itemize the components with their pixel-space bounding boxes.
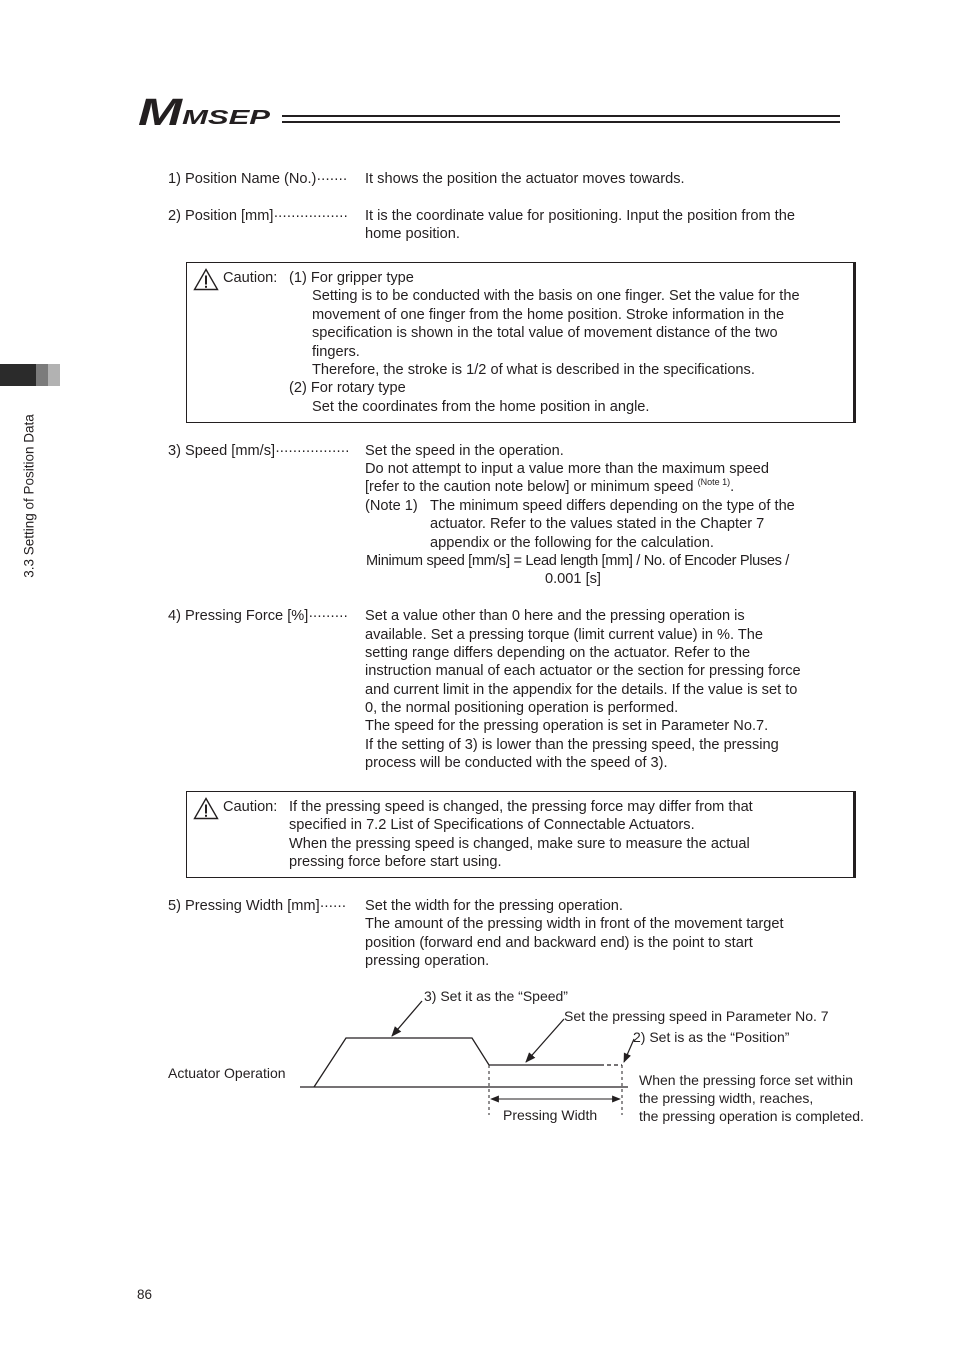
min-speed-formula-cont: 0.001 [s] — [545, 571, 601, 587]
caution-gripper-heading: (1) For gripper type — [289, 270, 414, 286]
caution-text-line: Set the coordinates from the home position in angle. — [312, 399, 650, 415]
svg-text:MSEP: MSEP — [182, 107, 272, 129]
pressing-force-desc-line: The speed for the pressing operation is set in Parameter No.7. — [365, 718, 769, 734]
diagram-actuator-label: Actuator Operation — [168, 1065, 286, 1081]
caution-text-line: Setting is to be conducted with the basis on one finger. Set the value for the — [312, 288, 800, 304]
pressing-width-desc-line: Set the width for the pressing operation. — [365, 898, 623, 914]
pressing-width-desc-line: pressing operation. — [365, 953, 490, 969]
pressing-width-desc-line: The amount of the pressing width in front of the movement target — [365, 916, 784, 932]
item-speed-desc-line: Set the speed in the operation. — [365, 443, 564, 459]
header-rule-bottom — [282, 121, 840, 123]
caution-text-line: If the pressing speed is changed, the pressing force may differ from that — [289, 799, 753, 815]
pressing-width-desc-line: position (forward end and backward end) is the point to start — [365, 935, 753, 951]
side-section-label: 3.3 Setting of Position Data — [21, 414, 37, 578]
item-speed-label: 3) Speed [mm/s]················· — [168, 443, 350, 459]
caution-text-line: specification is shown in the total value of movement distance of the two — [312, 325, 778, 341]
diagram-width-label: Pressing Width — [503, 1107, 598, 1123]
speed-pointer-arrow — [392, 1001, 422, 1036]
item-position-desc-line: It is the coordinate value for positioning. Input the position from the — [365, 208, 795, 224]
speed-profile-line — [314, 1038, 600, 1087]
diagram-position-label: 2) Set is as the “Position” — [633, 1029, 790, 1045]
page-number: 86 — [137, 1287, 153, 1302]
caution-text-line: movement of one finger from the home position. Stroke information in the — [312, 307, 785, 323]
caution-text-line: fingers. — [312, 344, 360, 360]
caution-text-line: Therefore, the stroke is 1/2 of what is described in the specifications. — [312, 362, 755, 378]
item-position-name-label: 1) Position Name (No.)······· — [168, 171, 347, 187]
note-text-line: actuator. Refer to the values stated in the Chapter 7 — [430, 516, 765, 532]
caution-text-line: When the pressing speed is changed, make sure to measure the actual — [289, 836, 750, 852]
caution-text-line: pressing force before start using. — [289, 854, 502, 870]
chapter-tab-light — [48, 364, 60, 386]
warning-triangle-icon — [193, 797, 219, 820]
item-speed-desc-line: Do not attempt to input a value more than the maximum speed — [365, 461, 769, 477]
caution-label: Caution: — [223, 270, 278, 286]
warning-triangle-icon — [193, 268, 219, 291]
diagram-complete-line: the pressing operation is completed. — [639, 1108, 864, 1124]
param-pointer-arrow — [526, 1019, 564, 1062]
caution-label: Caution: — [223, 799, 278, 815]
msep-logo — [138, 94, 278, 130]
note-text-line: appendix or the following for the calculation. — [430, 535, 714, 551]
item-position-name-desc: It shows the position the actuator moves towards. — [365, 171, 685, 187]
min-speed-formula: Minimum speed [mm/s] = Lead length [mm] / No. of Encoder Pluses / — [366, 553, 789, 569]
pressing-force-desc-line: Set a value other than 0 here and the pressing operation is — [365, 608, 745, 624]
chapter-tab-dark — [0, 364, 36, 386]
diagram-param-label: Set the pressing speed in Parameter No. 7 — [564, 1008, 829, 1024]
item-position-label: 2) Position [mm]················· — [168, 208, 348, 224]
item-speed-desc-line: [refer to the caution note below] or minimum speed $^{(Note 1)}$. — [365, 477, 735, 495]
item-pressing-width-label: 5) Pressing Width [mm]······ — [168, 898, 346, 914]
pressing-force-desc-line: If the setting of 3) is lower than the pressing speed, the pressing — [365, 737, 779, 753]
caution-text-line: specified in 7.2 List of Specifications of Connectable Actuators. — [289, 817, 695, 833]
pressing-force-desc-line: available. Set a pressing torque (limit current value) in %. The — [365, 627, 764, 643]
diagram-complete-line: When the pressing force set within — [639, 1072, 853, 1088]
note-text-line: The minimum speed differs depending on the type of the — [430, 498, 795, 514]
note-label: (Note 1) — [365, 498, 418, 514]
pressing-force-desc-line: process will be conducted with the speed of 3). — [365, 755, 668, 771]
pressing-force-desc-line: setting range differs depending on the actuator. Refer to the — [365, 645, 751, 661]
caution-rotary-heading: (2) For rotary type — [289, 380, 406, 396]
diagram-complete-line: the pressing width, reaches, — [639, 1090, 814, 1106]
header-rule-top — [282, 115, 840, 117]
pressing-force-desc-line: instruction manual of each actuator or the section for pressing force — [365, 663, 801, 679]
note-reference: (Note 1) — [697, 477, 731, 487]
chapter-tab-mid — [36, 364, 48, 386]
pressing-force-desc-line: 0, the normal positioning operation is performed. — [365, 700, 679, 716]
item-position-desc-line: home position. — [365, 226, 460, 242]
svg-text:M: M — [138, 94, 184, 130]
pressing-force-desc-line: and current limit in the appendix for the details. If the value is set to — [365, 682, 798, 698]
item-pressing-force-label: 4) Pressing Force [%]········· — [168, 608, 348, 624]
diagram-speed-label: 3) Set it as the “Speed” — [424, 988, 568, 1004]
